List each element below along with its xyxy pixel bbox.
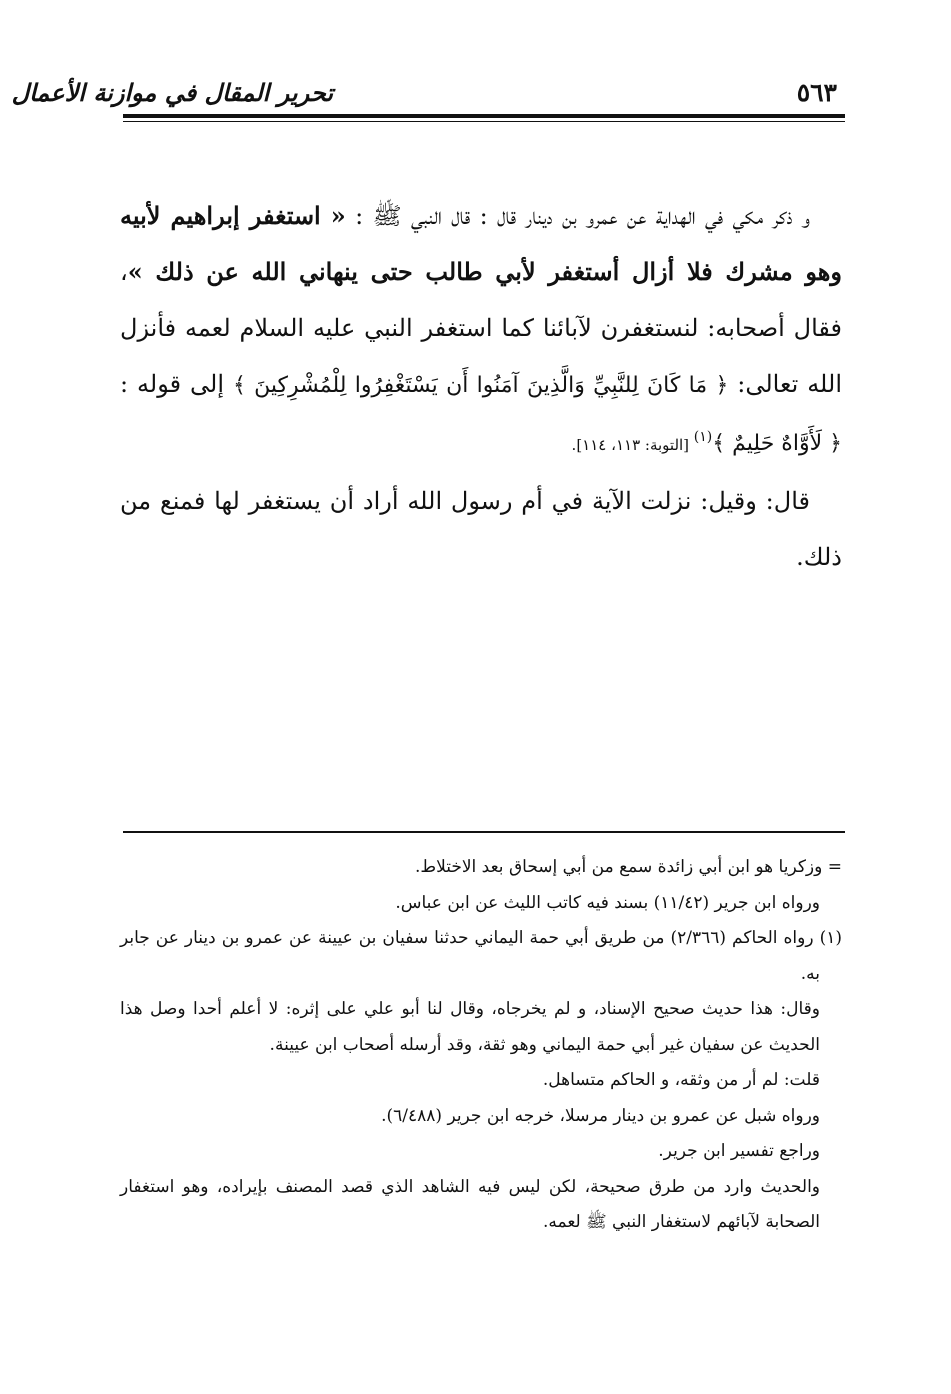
paragraph-1-continuation: ، فقال أصحابه: لنستغفرن لآبائنا كما استغفر النبي عليه السلام لعمه فأنزل الله تعالى: <box>120 258 842 398</box>
paragraph-2: قال: وقيل: نزلت الآية في أم رسول الله أراد أن يستغفر لها فمنع من ذلك. <box>120 487 842 571</box>
footnote-separator <box>123 831 845 833</box>
footnote-line: ورواه شبل عن عمرو بن دينار مرسلا، خرجه ابن جرير (٦/٤٨٨). <box>381 1105 820 1126</box>
page-number: ٥٦٣ <box>796 78 837 107</box>
footnote-marker-1[interactable]: (١) <box>693 429 713 445</box>
footnote-line: = وزكريا هو ابن أبي زائدة سمع من أبي إسحاق بعد الاختلاط. <box>414 857 842 877</box>
footnote-line: وقال: هذا حديث صحيح الإسناد، و لم يخرجاه، وقال لنا أبو علي على إثره: لا أعلم أحدا وصل هذا الحديث عن سفيان غير أبي حمة اليماني وهو ثقة، وقد أرسله أصحاب ابن عيينة. <box>120 999 820 1055</box>
main-text <box>120 188 842 585</box>
quran-verse-1: ﴿ مَا كَانَ لِلنَّبِيِّ وَالَّذِينَ آمَنُوا أَن يَسْتَغْفِرُوا لِلْمُشْرِكِينَ ﴾ <box>232 373 729 398</box>
footnote-1: (١) رواه الحاكم (٢/٣٦٦) من طريق أبي حمة اليماني حدثنا سفيان بن عيينة عن عمرو بن دينار عن جابر به. <box>120 928 842 984</box>
footnote-line: قلت: لم أر من وثقه، و الحاكم متساهل. <box>542 1070 820 1090</box>
footnote-line: والحديث وارد من طرق صحيحة، لكن ليس فيه الشاهد الذي قصد المصنف بإيراده، وهو استغفار الصحابة لآبائهم لاستغفار النبي ﷺ لعمه. <box>120 1176 820 1232</box>
header-rule-thin <box>123 121 845 122</box>
book-title: تحرير المقال في موازنة الأعمال <box>11 78 333 107</box>
paragraph-1 <box>120 188 842 473</box>
quran-reference: [التوبة: ١١٣، ١١٤]. <box>571 436 694 454</box>
paragraph-1-link: إلى قوله : <box>120 370 233 398</box>
quran-verse-2: ﴿ لَأَوَّاهٌ حَلِيمٌ ﴾ <box>712 431 842 456</box>
footnotes <box>120 850 842 1241</box>
footnote-line: وراجع تفسير ابن جرير. <box>658 1141 820 1161</box>
paragraph-1-intro: و ذكر مكي في الهداية عن عمرو بن دينار قال : قال النبي ﷺ : <box>345 202 810 230</box>
hadith-quote: « استغفر إبراهيم لأبيه وهو مشرك فلا أزال أستغفر لأبي طالب حتى ينهاني الله عن ذلك » <box>120 201 842 286</box>
running-header <box>11 72 845 112</box>
footnote-line: ورواه ابن جرير (١١/٤٢) بسند فيه كاتب الليث عن ابن عباس. <box>395 892 820 913</box>
header-rule-thick <box>123 114 845 118</box>
